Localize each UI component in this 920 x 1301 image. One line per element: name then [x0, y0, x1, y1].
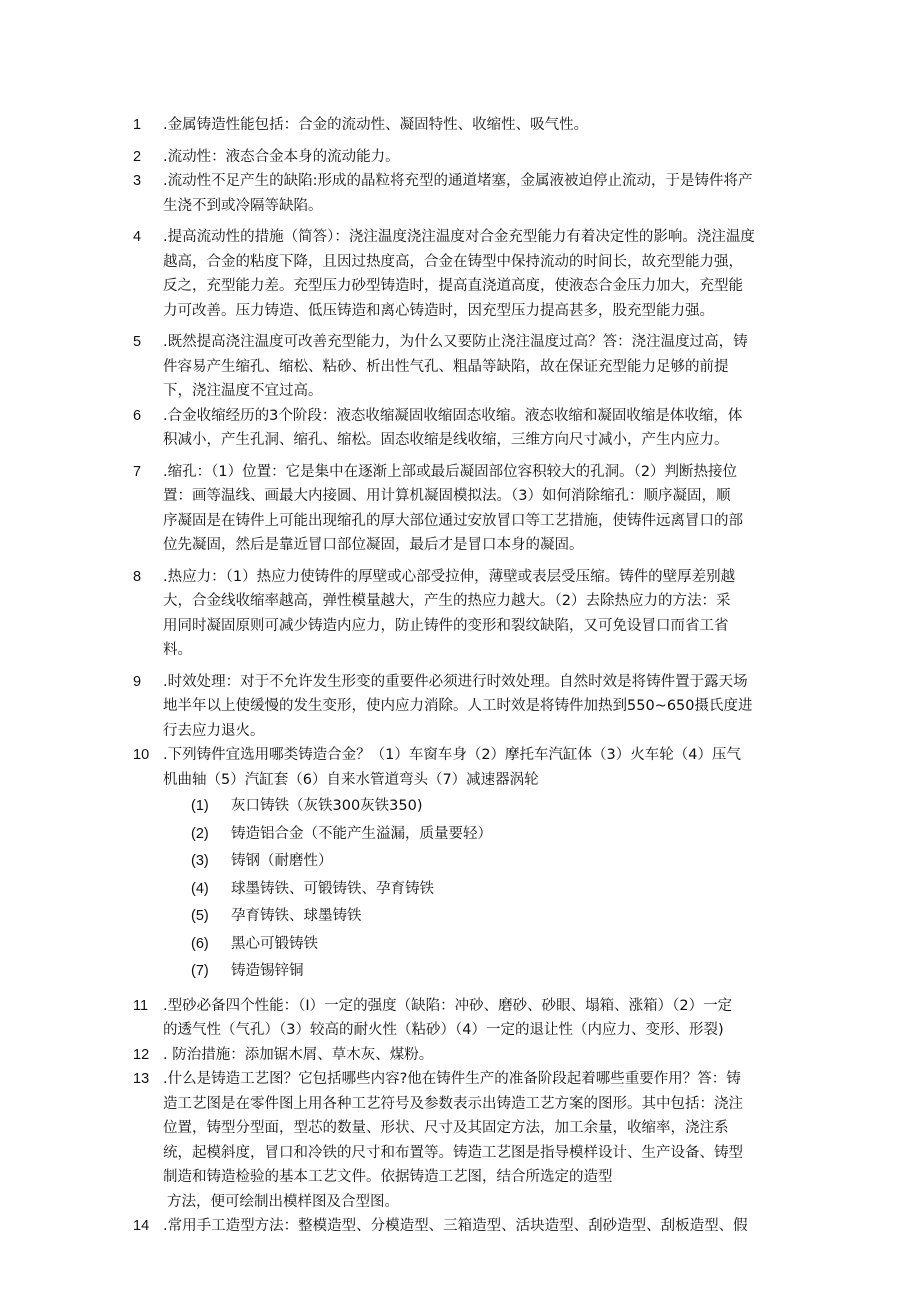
sub-item-4	[133, 876, 793, 904]
item-text: .时效处理：对于不允许发生形变的重要件必须进行时效处理。自然时效是将铸件置于露天场	[163, 673, 748, 690]
item-number: 6	[133, 407, 142, 424]
list-item-9	[133, 670, 793, 744]
item-number: 5	[133, 334, 142, 350]
item-text: .热应力：（1）热应力使铸件的厚壁或心部受拉伸，薄壁或表层受压缩。铸件的壁厚差别越	[163, 568, 736, 585]
item-text: .什么是铸造工艺图？它包括哪些内容?他在铸件生产的准备阶段起着哪些重要作用？答：铸	[163, 1071, 741, 1087]
item-text: 位先凝固，然后是靠近冒口部位凝固，最后才是冒口本身的凝固。	[163, 537, 584, 553]
item-number: 3	[133, 173, 142, 189]
sub-item-2	[133, 821, 793, 849]
item-text: 大，合金线收缩率越高，弹性模量越大，产生的热应力越大。（2）去除热应力的方法：采	[163, 593, 731, 609]
item-text: 下，浇注温度不宜过高。	[163, 383, 323, 399]
item-text: .下列铸件宜选用哪类铸造合金？（1）车窗车身（2）摩托车汽缸体（3）火车轮（4）压气	[163, 747, 742, 763]
item-text: 反之，充型能力差。充型压力砂型铸造时，提高直浇道高度，使液态合金压力加大，充型能	[163, 278, 743, 294]
item-number: 13	[133, 1071, 150, 1087]
item-text: 行去应力退火。	[163, 722, 265, 739]
sub-item-text: 铸造铝合金（不能产生溢漏，质量要轻）	[231, 825, 492, 842]
sub-item-number: (3)	[191, 853, 209, 869]
list-item-6	[133, 404, 793, 453]
list-item-2	[133, 145, 793, 170]
item-text: .既然提高浇注温度可改善充型能力，为什么又要防止浇注温度过高？答：浇注温度过高，铸	[163, 334, 748, 350]
sub-item-text: 铸造锡锌铜	[231, 963, 304, 979]
item-number: 12	[133, 1046, 150, 1063]
item-number: 8	[133, 568, 142, 585]
list-item-11	[133, 994, 793, 1043]
item-number: 7	[133, 463, 142, 480]
sub-item-7	[133, 958, 793, 986]
item-number: 1	[133, 117, 142, 133]
item-text: 力可改善。压力铸造、低压铸造和离心铸造时，因充型压力提高甚多，股充型能力强。	[163, 302, 714, 319]
sub-item-3	[133, 848, 793, 876]
item-text: 序凝固是在铸件上可能出现缩孔的厚大部位通过安放冒口等工艺措施，使铸件远离冒口的部	[163, 512, 743, 529]
sub-item-text: 灰口铸铁（灰铁300灰铁350)	[231, 798, 423, 814]
sub-item-text: 黑心可锻铸铁	[231, 935, 318, 952]
item-text: 料。	[163, 642, 192, 658]
list-item-3	[133, 169, 793, 218]
sub-item-number: (6)	[191, 935, 209, 952]
item-text: 位置，铸型分型面，型芯的数量、形状、尺寸及其固定方法，加工余量，收缩率，浇注系	[163, 1120, 729, 1136]
sub-item-number: (5)	[191, 908, 209, 924]
item-text: . 防治措施：添加锯木屑、草木灰、煤粉。	[163, 1046, 434, 1063]
item-text: 的透气性（气孔）（3）较高的耐火性（粘砂）（4）一定的退让性（内应力、变形、形裂)	[163, 1022, 724, 1038]
sub-item-1	[133, 793, 793, 821]
sub-item-number: (7)	[191, 963, 209, 979]
item-number: 11	[133, 997, 149, 1014]
item-text: 方法，便可绘制出模样图及合型图。	[167, 1193, 399, 1210]
item-text: 生浇不到或冷隔等缺陷。	[163, 197, 323, 214]
list-item-10	[133, 743, 793, 792]
item-text: 造工艺图是在零件图上用各种工艺符号及参数表示出铸造工艺方案的图形。其中包括：浇注	[163, 1095, 743, 1112]
sub-item-number: (2)	[191, 825, 209, 842]
item-text: 置：画等温线、画最大内接圆、用计算机凝固模拟法。（3）如何消除缩孔：顺序凝固，顺	[163, 488, 731, 504]
item-text: .金属铸造性能包括：合金的流动性、凝固特性、收缩性、吸气性。	[163, 117, 589, 133]
list-item-5	[133, 330, 793, 404]
item-text: 用同时凝固原则可减少铸造内应力，防止铸件的变形和裂纹缺陷，又可免设冒口而省工省	[163, 617, 729, 634]
item-text: 积减小，产生孔洞、缩孔、缩松。固态收缩是线收缩，三维方向尺寸减小，产生内应力。	[163, 432, 729, 448]
item-text: 制造和铸造检验的基本工艺文件。依据铸造工艺图，结合所选定的造型	[163, 1169, 613, 1185]
list-item-12	[133, 1043, 793, 1068]
sub-item-5	[133, 903, 793, 931]
list-item-4	[133, 225, 793, 323]
list-item-13	[133, 1067, 793, 1214]
list-item-14	[133, 1214, 793, 1239]
sub-list	[133, 793, 793, 986]
item-text: .流动性：液态合金本身的流动能力。	[163, 148, 400, 165]
item-text: 件容易产生缩孔、缩松、粘砂、析出性气孔、粗晶等缺陷，故在保证充型能力足够的前提	[163, 358, 729, 375]
sub-item-number: (1)	[191, 798, 209, 814]
item-number: 4	[133, 229, 142, 245]
list-item-1	[133, 113, 793, 138]
sub-item-number: (4)	[191, 880, 209, 897]
item-text: .常用手工造型方法：整模造型、分模造型、三箱造型、活块造型、刮砂造型、刮板造型、假	[163, 1218, 748, 1234]
item-text: 统，起模斜度，冒口和冷铁的尺寸和布置等。铸造工艺图是指导模样设计、生产设备、铸型	[163, 1144, 743, 1161]
list-item-8	[133, 565, 793, 663]
item-text: .提高流动性的措施（简答）：浇注温度浇注温度对合金充型能力有着决定性的影响。浇注温度	[163, 229, 755, 245]
item-number: 2	[133, 148, 142, 165]
document-body	[133, 113, 793, 1239]
item-text: .型砂必备四个性能：（I）一定的强度（缺陷：冲砂、磨砂、砂眼、塌箱、涨箱）（2）一定	[163, 997, 733, 1014]
sub-item-text: 孕育铸铁、球墨铸铁	[231, 908, 362, 924]
list-item-7	[133, 460, 793, 558]
item-text: .流动性不足产生的缺陷:形成的晶粒将充型的通道堵塞，金属液被迫停止流动，于是铸件将产	[163, 173, 753, 189]
sub-item-text: 铸钢（耐磨性）	[231, 853, 333, 869]
item-number: 14	[133, 1218, 150, 1234]
item-number: 10	[133, 747, 150, 763]
sub-item-text: 球墨铸铁、可锻铸铁、孕育铸铁	[231, 880, 434, 897]
item-text: 越高，合金的粘度下降，且因过热度高，合金在铸型中保持流动的时间长，故充型能力强，	[163, 253, 743, 270]
sub-item-6	[133, 931, 793, 959]
item-text: 机曲轴（5）汽缸套（6）自来水管道弯头（7）减速器涡轮	[163, 771, 539, 788]
item-text: .合金收缩经历的3个阶段：液态收缩凝固收缩固态收缩。液态收缩和凝固收缩是体收缩，体	[163, 407, 743, 424]
item-number: 9	[133, 673, 142, 690]
item-text: 地半年以上使缓慢的发生变形，使内应力消除。人工时效是将铸件加热到550~650摄氏度进	[163, 698, 753, 714]
item-text: .缩孔：（1）位置：它是集中在逐渐上部或最后凝固部位容积较大的孔洞。（2）判断热接位	[163, 463, 738, 480]
